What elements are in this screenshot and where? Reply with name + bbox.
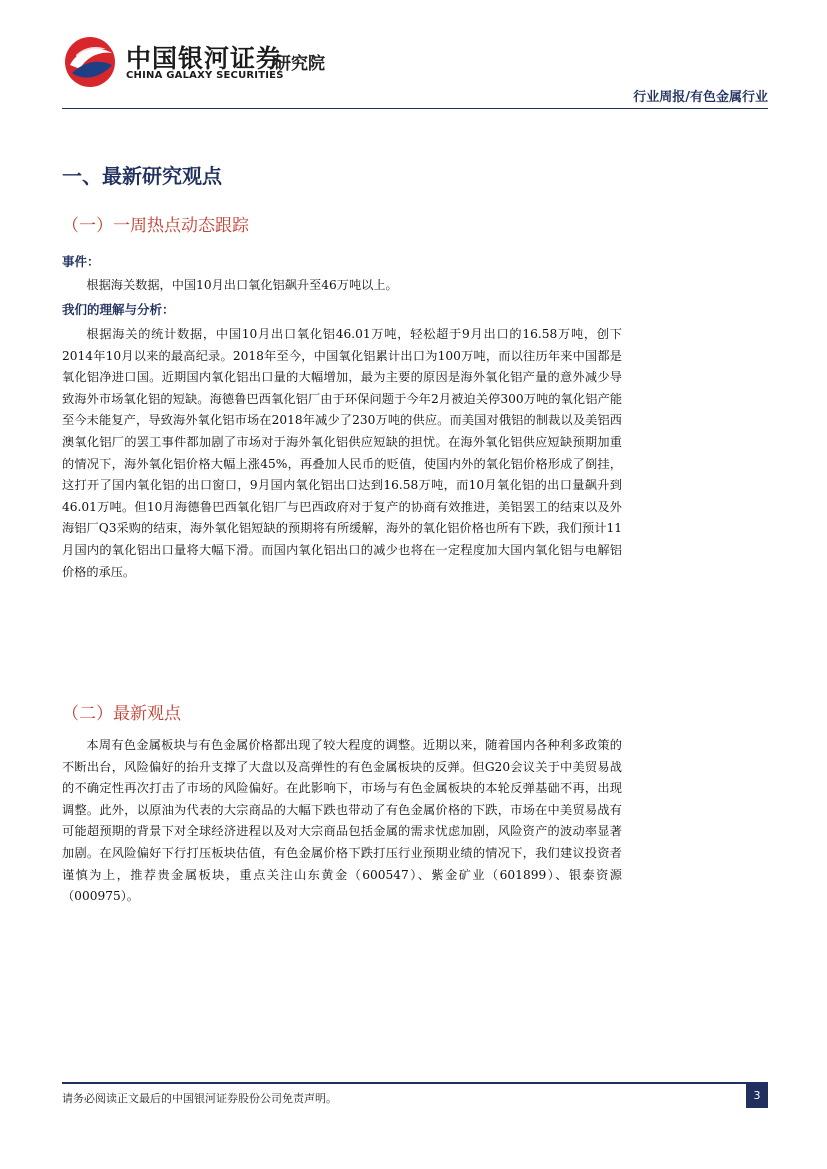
analysis-paragraph: 根据海关的统计数据，中国10月出口氧化铝46.01万吨，轻松超于9月出口的16.58万吨，创下2014年10月以来的最高纪录。2018年至今，中国氧化铝累计出口为100万吨，而以往历年来中国都是氧化铝净进口国。近期国内氧化铝出口量的大幅增加，最为主要的原因是海外氧化铝产量的意外减少导致海外市场氧化铝的短缺。海德鲁巴西氧化铝厂由于环保问题于今年2月被迫关停300万吨的氧化铝产能至今未能复产，导致海外氧化铝市场在2018年减少了230万吨的供应。而美国对俄铝的制裁以及美铝西澳氧化铝厂的罢工事件都加剧了市场对于海外氧化铝供应短缺的担忧。在海外氧化铝供应短缺预期加重的情况下，海外氧化铝价格大幅上涨45%，再叠加人民币的贬值，使国内外的氧化铝价格形成了倒挂，这打开了国内氧化铝的出口窗口，9月国内氧化铝出口达到16.58万吨，而10月氧化铝的出口量飙升到46.01万吨。但10月海德鲁巴西氧化铝厂与巴西政府对于复产的协商有效推进，美铝罢工的结束以及外海铝厂Q3采购的结束，海外氧化铝短缺的预期将有所缓解，海外的氧化铝价格也所有下跌，我们预计11月国内的氧化铝出口量将大幅下滑。而国内氧化铝出口的减少也将在一定程度加大国内氧化铝与电解铝价格的承压。 <box>62 327 622 579</box>
event-paragraph: 根据海关数据，中国10月出口氧化铝飙升至46万吨以上。 <box>86 278 398 292</box>
report-type: 行业周报/有色金属行业 <box>633 90 768 105</box>
logo-chinese-name: 中国银河证券 <box>126 44 283 73</box>
event-label: 事件： <box>62 254 100 269</box>
logo-institute: 研究院 <box>274 54 325 74</box>
analysis-label: 我们的理解与分析： <box>62 302 175 317</box>
subsection-title-latest-views: （二）最新观点 <box>62 704 181 724</box>
galaxy-logo-icon <box>62 35 118 89</box>
subsection-title-hot-topics: （一）一周热点动态跟踪 <box>62 216 249 236</box>
company-logo <box>62 35 362 95</box>
logo-english-name: CHINA GALAXY SECURITIES <box>126 70 284 81</box>
section-title: 一、最新研究观点 <box>62 164 222 188</box>
footer-divider <box>62 1082 768 1084</box>
latest-views-paragraph: 本周有色金属板块与有色金属价格都出现了较大程度的调整。近期以来，随着国内各种利多政策的不断出台，风险偏好的抬升支撑了大盘以及高弹性的有色金属板块的反弹。但G20会议关于中美贸易战的不确定性再次打击了市场的风险偏好。在此影响下，市场与有色金属板块的本轮反弹基础不再，出现调整。此外，以原油为代表的大宗商品的大幅下跌也带动了有色金属价格的下跌，市场在中美贸易战有可能超预期的背景下对全球经济进程以及对大宗商品包括金属的需求忧虑加剧，风险资产的波动率显著加剧。在风险偏好下行打压板块估值，有色金属价格下跌打压行业预期业绩的情况下，我们建议投资者谨慎为上，推荐贵金属板块，重点关注山东黄金（600547）、紫金矿业（601899）、银泰资源（000975）。 <box>62 738 622 904</box>
page-number: 3 <box>746 1084 768 1108</box>
footer-disclaimer: 请务必阅读正文最后的中国银河证券股份公司免责声明。 <box>62 1092 337 1105</box>
header-divider <box>62 108 768 109</box>
